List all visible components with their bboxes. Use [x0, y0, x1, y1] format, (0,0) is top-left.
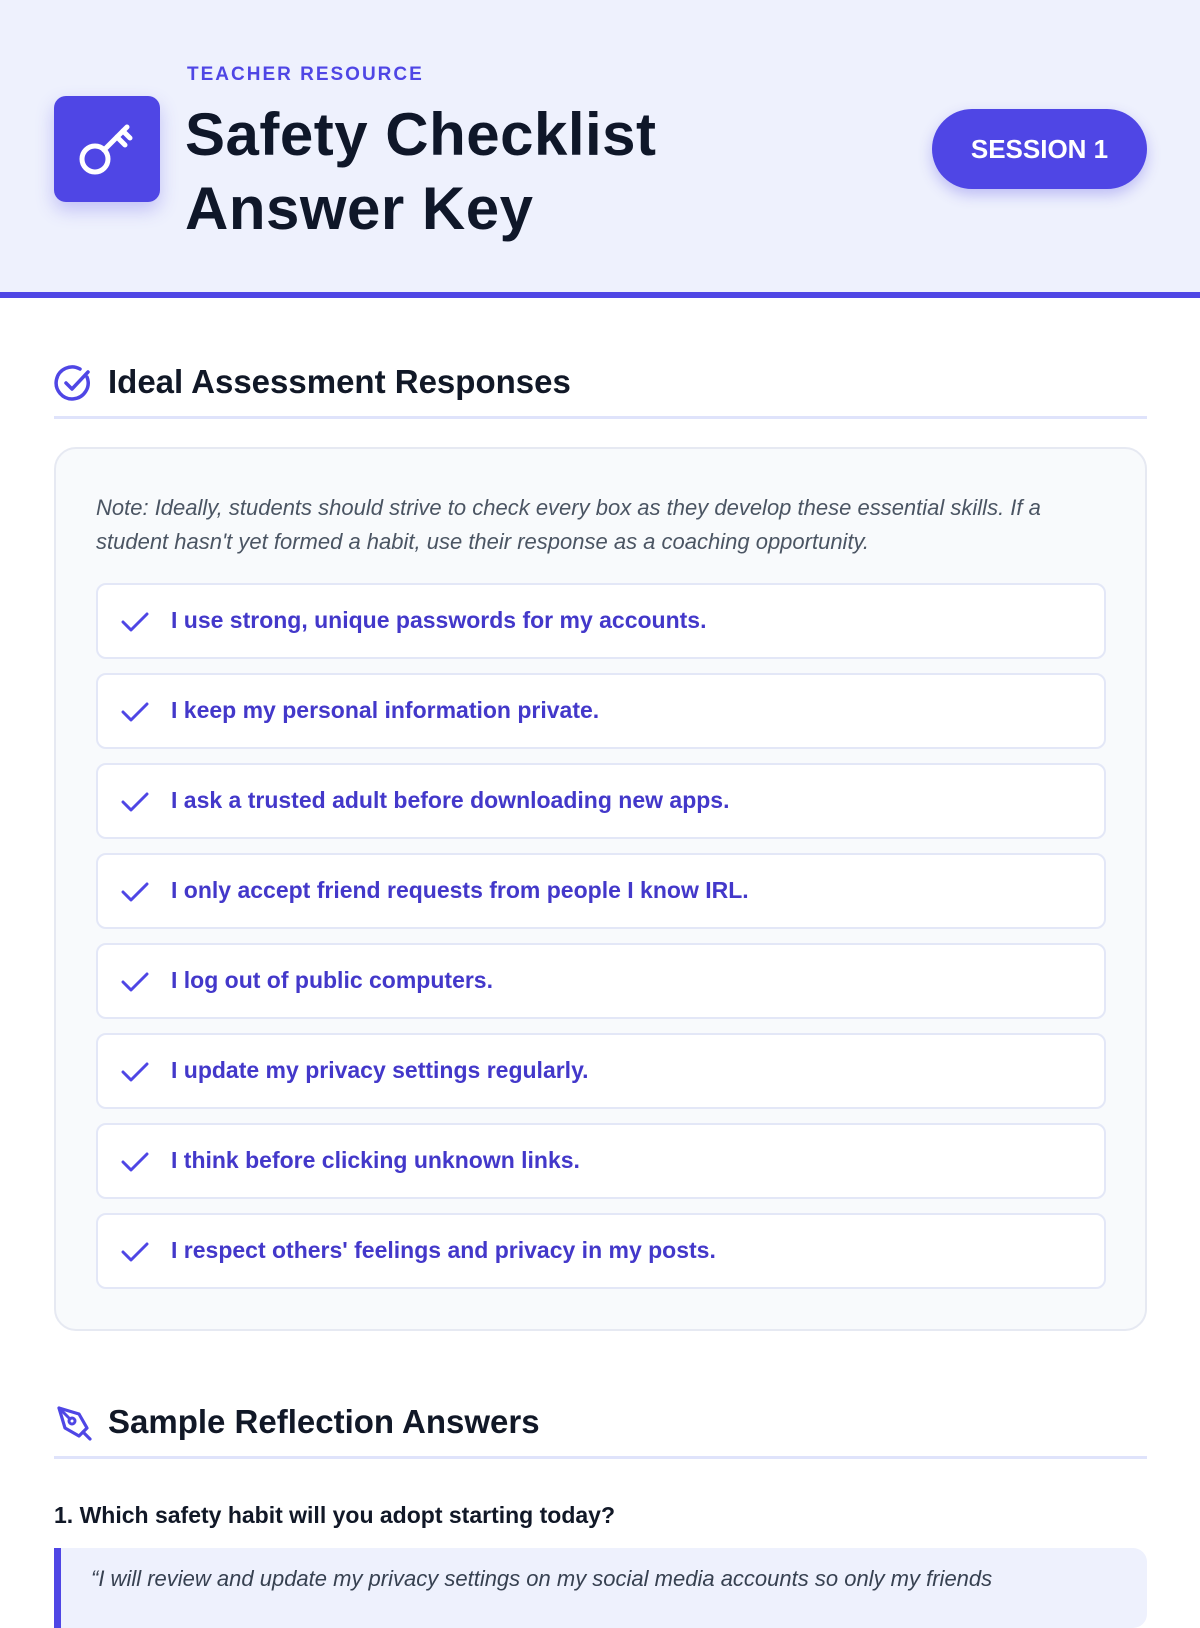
checklist-item-label: I use strong, unique passwords for my accounts. [171, 607, 707, 633]
circle-check-icon [54, 363, 94, 403]
checklist-item [96, 673, 1106, 749]
pen-nib-icon [54, 1403, 94, 1443]
checklist-item-label: I only accept friend requests from people I know IRL. [171, 877, 749, 903]
checklist-item-label: I log out of public computers. [171, 967, 493, 993]
checklist-item [96, 1123, 1106, 1199]
check-icon [120, 1149, 150, 1175]
session-badge[interactable]: SESSION 1 [932, 109, 1147, 189]
checklist-item [96, 763, 1106, 839]
assessment-section-heading [54, 357, 1147, 419]
check-icon [120, 1239, 150, 1265]
reflection-heading: Sample Reflection Answers [108, 1403, 540, 1440]
reflection-answer: “I will review and update my privacy settings on my social media accounts so only my friends [91, 1566, 993, 1591]
logo [54, 96, 160, 202]
key-icon [75, 117, 139, 181]
check-icon [120, 609, 150, 635]
check-icon [120, 879, 150, 905]
check-icon [120, 699, 150, 725]
check-icon [120, 969, 150, 995]
checklist-item-label: I ask a trusted adult before downloading new apps. [171, 787, 730, 813]
check-icon [120, 1059, 150, 1085]
assessment-card [54, 447, 1147, 1331]
checklist-item [96, 1033, 1106, 1109]
checklist-item-label: I think before clicking unknown links. [171, 1147, 580, 1173]
reflection-question: 1. Which safety habit will you adopt starting today? [54, 1502, 615, 1528]
checklist-item [96, 583, 1106, 659]
eyebrow-label: TEACHER RESOURCE [187, 64, 424, 85]
page-title: Safety Checklist Answer Key [185, 101, 657, 242]
check-icon [120, 789, 150, 815]
checklist-item-label: I keep my personal information private. [171, 697, 600, 723]
assessment-heading: Ideal Assessment Responses [108, 363, 571, 400]
checklist-item [96, 943, 1106, 1019]
page-header [0, 0, 1200, 298]
checklist-item [96, 1213, 1106, 1289]
assessment-note: Note: Ideally, students should strive to check every box as they develop these essential skills. If a student hasn't yet formed a habit, use their response as a coaching opportunity. [96, 495, 1041, 554]
checklist-item-label: I update my privacy settings regularly. [171, 1057, 589, 1083]
reflection-section-heading [54, 1397, 1147, 1459]
checklist-item [96, 853, 1106, 929]
checklist-item-label: I respect others' feelings and privacy in my posts. [171, 1237, 716, 1263]
reflection-answer-box [54, 1548, 1147, 1628]
